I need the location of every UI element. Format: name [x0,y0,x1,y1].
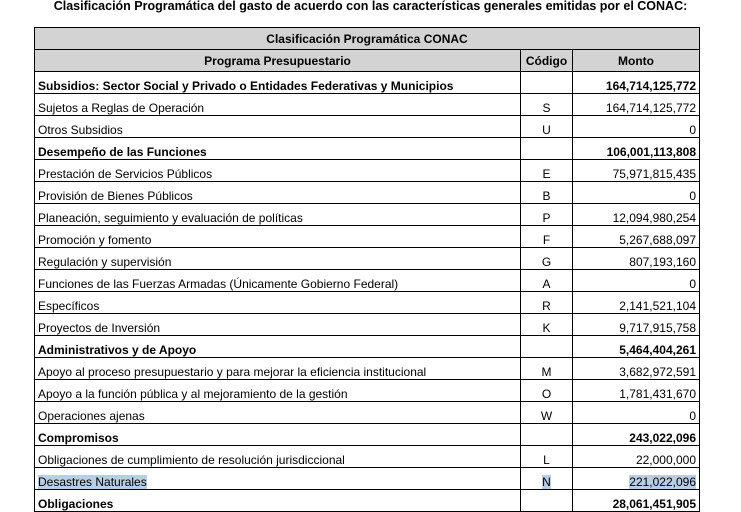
program-cell [35,336,521,358]
amount-cell-text: 106,001,113,808 [606,145,696,159]
amount-cell [573,402,700,424]
code-cell [521,402,573,424]
code-cell-text: G [541,255,552,269]
amount-cell-text: 9,717,915,758 [619,321,696,335]
code-cell-text: W [540,409,553,423]
table-group-row [35,336,700,358]
code-cell [521,490,573,512]
program-cell-text: Apoyo a la función pública y al mejoramiento de la gestión [38,387,348,401]
program-cell [35,380,521,402]
program-cell [35,226,521,248]
amount-cell-text: 22,000,000 [635,453,696,467]
code-cell [521,160,573,182]
code-cell-text: L [543,453,550,467]
amount-cell [573,72,700,94]
amount-cell-text: 28,061,451,905 [612,497,696,511]
amount-cell-text: 12,094,980,254 [612,211,696,225]
code-cell [521,116,573,138]
code-cell [521,446,573,468]
table-row [35,292,700,314]
amount-cell-text: 0 [689,189,696,203]
table-group-row [35,490,700,512]
program-cell-text: Promoción y fomento [38,233,152,247]
amount-cell-text: 2,141,521,104 [619,299,696,313]
program-cell-text: Operaciones ajenas [38,409,145,423]
program-cell-text: Administrativos y de Apoyo [38,343,197,357]
program-cell [35,292,521,314]
program-cell-text: Planeación, seguimiento y evaluación de políticas [38,211,303,225]
program-cell [35,138,521,160]
program-cell-text: Apoyo al proceso presupuestario y para mejorar la eficiencia institucional [38,365,427,379]
program-cell-text: Desempeño de las Funciones [38,145,207,159]
program-cell [35,490,521,512]
table-row [35,314,700,336]
code-cell [521,358,573,380]
table-row [35,380,700,402]
program-cell [35,94,521,116]
program-cell-text: Desastres Naturales [38,475,147,489]
table-row [35,402,700,424]
program-cell [35,116,521,138]
table-row [35,248,700,270]
program-cell-text: Funciones de las Fuerzas Armadas (Únicamente Gobierno Federal) [38,277,399,291]
document-title: Clasificación Programática del gasto de acuerdo con las características generales emitidas por el CONAC: [53,0,688,13]
program-cell [35,402,521,424]
table-row [35,94,700,116]
table-group-row [35,138,700,160]
program-cell-text: Sujetos a Reglas de Operación [38,101,205,115]
program-cell [35,204,521,226]
program-cell [35,160,521,182]
code-cell-text: K [542,321,551,335]
code-cell [521,292,573,314]
amount-cell [573,424,700,446]
code-cell-text: R [542,299,551,313]
conac-classification-table [34,27,700,512]
program-cell [35,182,521,204]
code-cell [521,468,573,490]
table-row [35,358,700,380]
amount-cell-text: 221,022,096 [629,475,696,489]
program-cell [35,314,521,336]
header-monto: Monto [573,50,700,72]
program-cell [35,468,521,490]
program-cell-text: Proyectos de Inversión [38,321,161,335]
amount-cell [573,468,700,490]
code-cell-text: M [541,365,552,379]
code-cell [521,380,573,402]
header-programa: Programa Presupuestario [35,50,521,72]
program-cell [35,358,521,380]
code-cell [521,204,573,226]
table-group-row [35,424,700,446]
amount-cell [573,116,700,138]
code-cell [521,226,573,248]
program-cell-text: Prestación de Servicios Públicos [38,167,213,181]
amount-cell-text: 5,464,404,261 [619,343,696,357]
program-cell-text: Otros Subsidios [38,123,123,137]
amount-cell [573,336,700,358]
code-cell-text: F [542,233,551,247]
code-cell [521,138,573,160]
amount-cell-text: 75,971,815,435 [612,167,696,181]
program-cell [35,446,521,468]
amount-cell [573,182,700,204]
program-cell-text: Regulación y supervisión [38,255,172,269]
amount-cell [573,358,700,380]
code-cell-text: B [542,189,551,203]
table-caption: Clasificación Programática CONAC [35,28,700,50]
amount-cell [573,270,700,292]
code-cell-text: O [541,387,552,401]
table-row [35,182,700,204]
table-row [35,270,700,292]
amount-cell [573,446,700,468]
program-cell-text: Subsidios: Sector Social y Privado o Entidades Federativas y Municipios [38,79,454,93]
table-row [35,446,700,468]
code-cell-text: N [542,475,551,489]
code-cell [521,248,573,270]
amount-cell-text: 0 [689,123,696,137]
code-cell-text: A [542,277,551,291]
code-cell [521,72,573,94]
code-cell [521,336,573,358]
code-cell-text: P [542,211,551,225]
table-row [35,204,700,226]
code-cell-text: S [542,101,551,115]
amount-cell-text: 0 [689,409,696,423]
program-cell [35,248,521,270]
amount-cell [573,204,700,226]
amount-cell [573,380,700,402]
code-cell-text: E [542,167,551,181]
amount-cell [573,226,700,248]
code-cell [521,424,573,446]
amount-cell [573,490,700,512]
code-cell [521,314,573,336]
table-group-row [35,72,700,94]
code-cell-text: U [542,123,551,137]
program-cell-text: Obligaciones de cumplimiento de resolución jurisdiccional [38,453,345,467]
program-cell [35,424,521,446]
code-cell [521,94,573,116]
header-codigo: Código [521,50,573,72]
table-row [35,226,700,248]
code-cell [521,270,573,292]
amount-cell [573,292,700,314]
amount-cell-text: 0 [689,277,696,291]
code-cell [521,182,573,204]
program-cell [35,270,521,292]
amount-cell-text: 5,267,688,097 [619,233,696,247]
amount-cell-text: 807,193,160 [629,255,696,269]
program-cell-text: Provisión de Bienes Públicos [38,189,193,203]
amount-cell-text: 1,781,431,670 [619,387,696,401]
amount-cell [573,94,700,116]
table-row [35,160,700,182]
program-cell-text: Compromisos [38,431,119,445]
program-cell [35,72,521,94]
table-row [35,468,700,490]
amount-cell-text: 164,714,125,772 [605,79,696,93]
amount-cell-text: 3,682,972,591 [619,365,696,379]
amount-cell [573,138,700,160]
amount-cell [573,248,700,270]
amount-cell-text: 164,714,125,772 [605,101,696,115]
program-cell-text: Específicos [38,299,100,313]
amount-cell [573,160,700,182]
amount-cell-text: 243,022,096 [629,431,696,445]
amount-cell [573,314,700,336]
table-row [35,116,700,138]
program-cell-text: Obligaciones [38,497,114,511]
